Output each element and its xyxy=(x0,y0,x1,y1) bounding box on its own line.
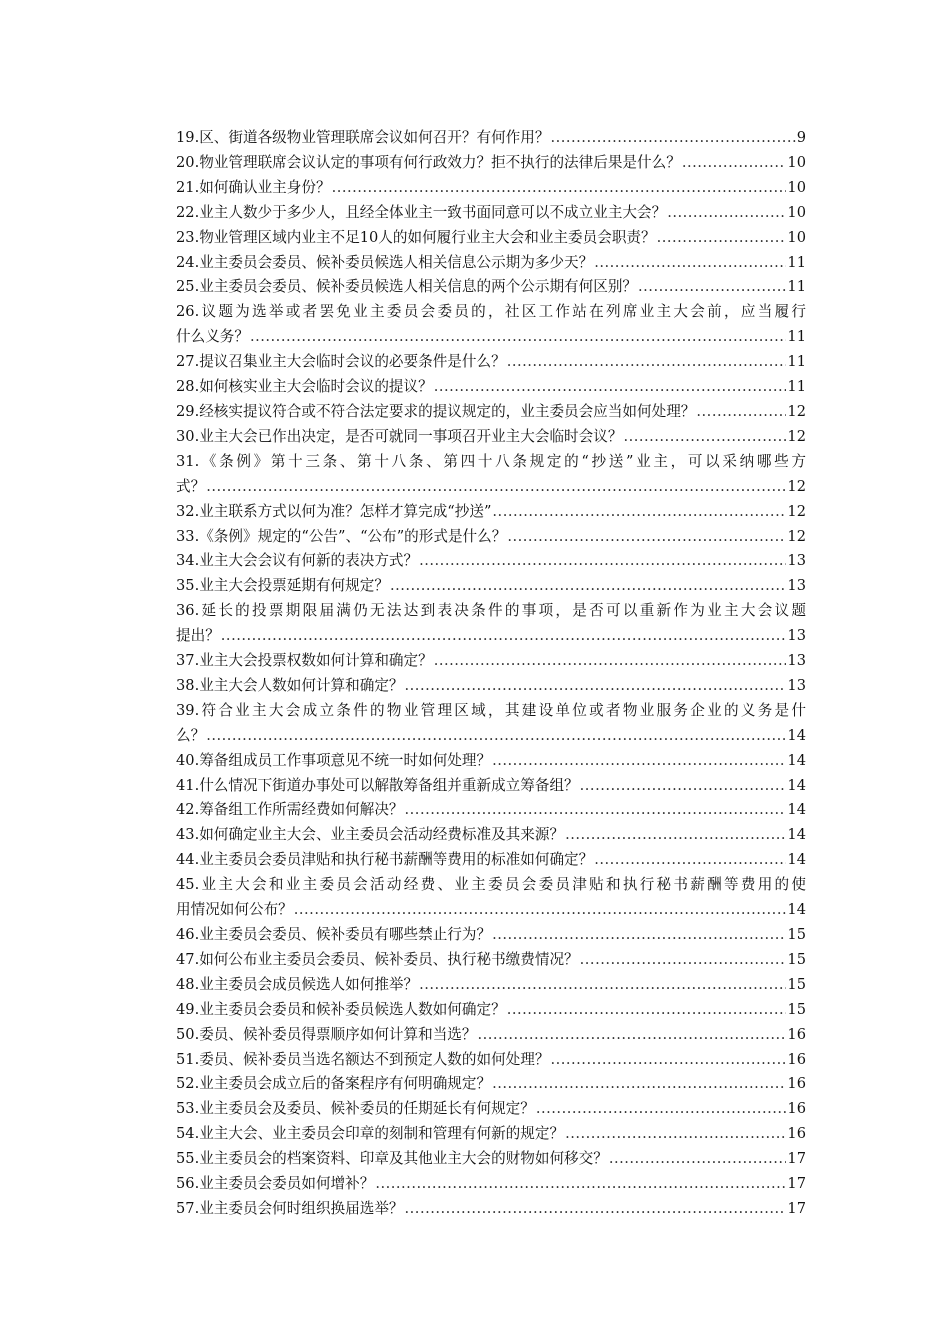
toc-entry-title: 57.业主委员会何时组织换届选举？ xyxy=(176,1199,404,1217)
toc-entry-title: 29.经核实提议符合或不符合法定要求的提议规定的，业主委员会应当如何处理？ xyxy=(176,402,696,420)
toc-page-number: 9 xyxy=(796,129,806,146)
dot-leader xyxy=(536,1097,787,1122)
toc-page-number: 17 xyxy=(787,1175,806,1193)
toc-entry-title: 21.如何确认业主身份？ xyxy=(176,178,331,196)
toc-entry-title-line: 26.议题为选举或者罢免业主委员会委员的，社区工作站在列席业主大会前，应当履行 xyxy=(176,303,806,321)
toc-entry-title: 37.业主大会投票权数如何计算和确定？ xyxy=(176,652,433,670)
toc-page-number: 14 xyxy=(787,751,806,769)
toc-page-number: 13 xyxy=(787,676,806,694)
toc-entry-title-line: 39.符合业主大会成立条件的物业管理区域，其建设单位或者物业服务企业的义务是什 xyxy=(176,701,806,719)
dot-leader xyxy=(294,898,787,923)
dot-leader xyxy=(507,350,787,375)
toc-page-number: 14 xyxy=(787,801,806,819)
toc-entry[interactable] xyxy=(176,1197,806,1222)
toc-entry-title: 28.如何核实业主大会临时会议的提议？ xyxy=(176,378,433,396)
toc-entry-title: 55.业主委员会的档案资料、印章及其他业主大会的财物如何移交？ xyxy=(176,1150,608,1168)
toc-entry-title: 40.筹备组成员工作事项意见不统一时如何处理？ xyxy=(176,751,492,769)
toc-page-number: 14 xyxy=(787,901,806,919)
toc-page-number: 16 xyxy=(787,1125,806,1143)
dot-leader xyxy=(405,674,787,699)
toc-entry-title: 43.如何确定业主大会、业主委员会活动经费标准及其来源？ xyxy=(176,826,565,844)
toc-entry[interactable] xyxy=(176,251,806,276)
toc-entry-title-line: 45.业主大会和业主委员会活动经费、业主委员会委员津贴和执行秘书薪酬等费用的使 xyxy=(176,876,806,894)
toc-entry-title: 44.业主委员会委员津贴和执行秘书薪酬等费用的标准如何确定？ xyxy=(176,851,594,869)
dot-leader xyxy=(550,1048,786,1073)
toc-entry[interactable] xyxy=(176,948,806,973)
toc-page-number: 16 xyxy=(787,1075,806,1093)
dot-leader xyxy=(492,1072,786,1097)
toc-page-number: 15 xyxy=(787,926,806,943)
dot-leader xyxy=(405,1197,787,1222)
dot-leader xyxy=(419,549,786,574)
toc-entry[interactable] xyxy=(176,400,806,425)
toc-entry-title: 式？ xyxy=(176,477,206,495)
dot-leader xyxy=(332,176,787,201)
toc-entry-title: 51.委员、候补委员当选名额达不到预定人数的如何处理？ xyxy=(176,1050,550,1068)
toc-entry-title: 34.业主大会会议有何新的表决方式？ xyxy=(176,552,419,570)
toc-entry-title: 24.业主委员会委员、候补委员候选人相关信息公示期为多少天？ xyxy=(176,253,594,271)
toc-entry-title: 54.业主大会、业主委员会印章的刻制和管理有何新的规定？ xyxy=(176,1125,565,1143)
toc-entry-title-line: 31.《条例》第十三条、第十八条、第四十八条规定的“抄送”业主，可以采纳哪些方 xyxy=(176,452,806,470)
toc-entry[interactable] xyxy=(176,226,806,251)
toc-entry-title: 50.委员、候补委员得票顺序如何计算和当选？ xyxy=(176,1025,477,1043)
dot-leader xyxy=(434,375,787,400)
toc-entry-title: 33.《条例》规定的“公告”、“公布”的形式是什么？ xyxy=(176,527,507,545)
dot-leader xyxy=(565,1122,786,1147)
toc-entry-title: 52.业主委员会成立后的备案程序有何明确规定？ xyxy=(176,1075,492,1093)
toc-page-number: 13 xyxy=(787,627,806,645)
toc-entry[interactable] xyxy=(176,1172,806,1197)
toc-page-number: 13 xyxy=(787,552,806,570)
toc-entry[interactable] xyxy=(176,201,806,226)
dot-leader xyxy=(565,823,786,848)
toc-page-number: 13 xyxy=(787,577,806,595)
dot-leader xyxy=(550,126,795,151)
dot-leader xyxy=(419,973,786,998)
toc-entry[interactable] xyxy=(176,699,806,749)
dot-leader xyxy=(434,649,787,674)
toc-entry[interactable] xyxy=(176,1147,806,1172)
toc-entry-title: 32.业主联系方式以何为准？怎样才算完成“抄送” xyxy=(176,502,492,520)
toc-entry-title: 用情况如何公布？ xyxy=(176,901,293,919)
toc-entry-title: 提出？ xyxy=(176,627,220,645)
toc-page-number: 11 xyxy=(787,378,806,396)
toc-entry[interactable] xyxy=(176,1048,806,1073)
toc-entry[interactable] xyxy=(176,798,806,823)
table-of-contents xyxy=(176,126,806,1222)
toc-entry-title: 42.筹备组工作所需经费如何解决？ xyxy=(176,801,404,819)
toc-page-number: 11 xyxy=(787,328,806,346)
toc-page-number: 17 xyxy=(787,1199,806,1217)
toc-entry-title: 23.物业管理区域内业主不足10人的如何履行业主大会和业主委员会职责？ xyxy=(176,228,656,246)
toc-entry-title: 30.业主大会已作出决定，是否可就同一事项召开业主大会临时会议？ xyxy=(176,427,623,445)
toc-entry-title: 35.业主大会投票延期有何规定？ xyxy=(176,577,389,595)
toc-page-number: 16 xyxy=(787,1050,806,1068)
toc-entry[interactable] xyxy=(176,1023,806,1048)
toc-entry-title: 49.业主委员会委员和候补委员候选人数如何确定？ xyxy=(176,1000,506,1018)
dot-leader xyxy=(667,201,786,226)
toc-page-number: 10 xyxy=(787,153,806,171)
toc-entry[interactable] xyxy=(176,1072,806,1097)
toc-entry-title: 46.业主委员会委员、候补委员有哪些禁止行为？ xyxy=(176,926,492,943)
toc-page-number: 16 xyxy=(787,1100,806,1118)
dot-leader xyxy=(375,1172,786,1197)
dot-leader xyxy=(657,226,787,251)
toc-page-number: 17 xyxy=(787,1150,806,1168)
toc-entry-title: 56.业主委员会委员如何增补？ xyxy=(176,1175,375,1193)
dot-leader xyxy=(594,251,786,276)
toc-entry-title: 41.什么情况下街道办事处可以解散筹备组并重新成立筹备组？ xyxy=(176,776,579,794)
toc-entry[interactable] xyxy=(176,674,806,699)
dot-leader xyxy=(221,624,787,649)
toc-page-number: 13 xyxy=(787,652,806,670)
dot-leader xyxy=(507,998,787,1023)
toc-page-number: 11 xyxy=(787,278,806,296)
toc-page-number: 10 xyxy=(787,228,806,246)
toc-entry-title: 19.区、街道各级物业管理联席会议如何召开？有何作用？ xyxy=(176,129,550,146)
toc-page-number: 14 xyxy=(787,826,806,844)
toc-page-number: 15 xyxy=(787,950,806,968)
toc-entry[interactable] xyxy=(176,300,806,350)
dot-leader xyxy=(580,948,787,973)
toc-entry-title-line: 36.延长的投票期限届满仍无法达到表决条件的事项，是否可以重新作为业主大会议题 xyxy=(176,602,806,620)
toc-page-number: 10 xyxy=(787,203,806,221)
toc-entry[interactable] xyxy=(176,275,806,300)
toc-page-number: 12 xyxy=(787,527,806,545)
toc-entry[interactable] xyxy=(176,774,806,799)
dot-leader xyxy=(206,724,786,749)
toc-entry[interactable] xyxy=(176,998,806,1023)
toc-page-number: 15 xyxy=(787,1000,806,1018)
toc-page-number: 15 xyxy=(787,975,806,993)
dot-leader xyxy=(390,574,786,599)
dot-leader xyxy=(250,325,786,350)
toc-page-number: 14 xyxy=(787,851,806,869)
toc-entry-title: 27.提议召集业主大会临时会议的必要条件是什么？ xyxy=(176,353,506,371)
toc-entry[interactable] xyxy=(176,525,806,550)
toc-page-number: 12 xyxy=(787,427,806,445)
dot-leader xyxy=(594,848,786,873)
dot-leader xyxy=(696,400,786,425)
toc-entry-title: 什么义务？ xyxy=(176,328,249,346)
toc-entry[interactable] xyxy=(176,749,806,774)
dot-leader xyxy=(492,923,786,948)
toc-entry[interactable] xyxy=(176,126,806,151)
toc-entry[interactable] xyxy=(176,1122,806,1147)
toc-entry[interactable] xyxy=(176,599,806,649)
toc-page-number: 14 xyxy=(787,776,806,794)
toc-entry-title: 25.业主委员会委员、候补委员候选人相关信息的两个公示期有何区别？ xyxy=(176,278,638,296)
dot-leader xyxy=(623,425,786,450)
toc-entry[interactable] xyxy=(176,823,806,848)
dot-leader xyxy=(638,275,786,300)
toc-entry[interactable] xyxy=(176,425,806,450)
toc-entry-title: 38.业主大会人数如何计算和确定？ xyxy=(176,676,404,694)
dot-leader xyxy=(682,151,787,176)
toc-entry[interactable] xyxy=(176,848,806,873)
toc-page-number: 16 xyxy=(787,1025,806,1043)
toc-entry-title: 53.业主委员会及委员、候补委员的任期延长有何规定？ xyxy=(176,1100,535,1118)
toc-entry[interactable] xyxy=(176,549,806,574)
toc-entry-title: 么？ xyxy=(176,726,206,744)
toc-page-number: 14 xyxy=(787,726,806,744)
toc-entry[interactable] xyxy=(176,574,806,599)
toc-entry[interactable] xyxy=(176,450,806,500)
toc-page-number: 12 xyxy=(787,402,806,420)
toc-page-number: 12 xyxy=(787,502,806,520)
toc-entry[interactable] xyxy=(176,873,806,923)
toc-entry-title: 22.业主人数少于多少人，且经全体业主一致书面同意可以不成立业主大会？ xyxy=(176,203,667,221)
dot-leader xyxy=(405,798,787,823)
dot-leader xyxy=(609,1147,787,1172)
toc-entry-title: 48.业主委员会成员候选人如何推举？ xyxy=(176,975,419,993)
toc-entry[interactable] xyxy=(176,151,806,176)
dot-leader xyxy=(492,500,786,525)
toc-page-number: 11 xyxy=(787,253,806,271)
dot-leader xyxy=(492,749,786,774)
dot-leader xyxy=(478,1023,787,1048)
toc-entry[interactable] xyxy=(176,649,806,674)
toc-page-number: 11 xyxy=(787,353,806,371)
toc-entry[interactable] xyxy=(176,350,806,375)
dot-leader xyxy=(507,525,786,550)
toc-entry[interactable] xyxy=(176,375,806,400)
toc-entry[interactable] xyxy=(176,500,806,525)
dot-leader xyxy=(580,774,787,799)
toc-entry-title: 20.物业管理联席会议认定的事项有何行政效力？拒不执行的法律后果是什么？ xyxy=(176,153,681,171)
toc-page-number: 10 xyxy=(787,178,806,196)
toc-page-number: 12 xyxy=(787,477,806,495)
toc-entry[interactable] xyxy=(176,973,806,998)
toc-entry[interactable] xyxy=(176,176,806,201)
toc-entry[interactable] xyxy=(176,1097,806,1122)
toc-entry-title: 47.如何公布业主委员会委员、候补委员、执行秘书缴费情况？ xyxy=(176,950,579,968)
dot-leader xyxy=(206,475,786,500)
toc-entry[interactable] xyxy=(176,923,806,948)
